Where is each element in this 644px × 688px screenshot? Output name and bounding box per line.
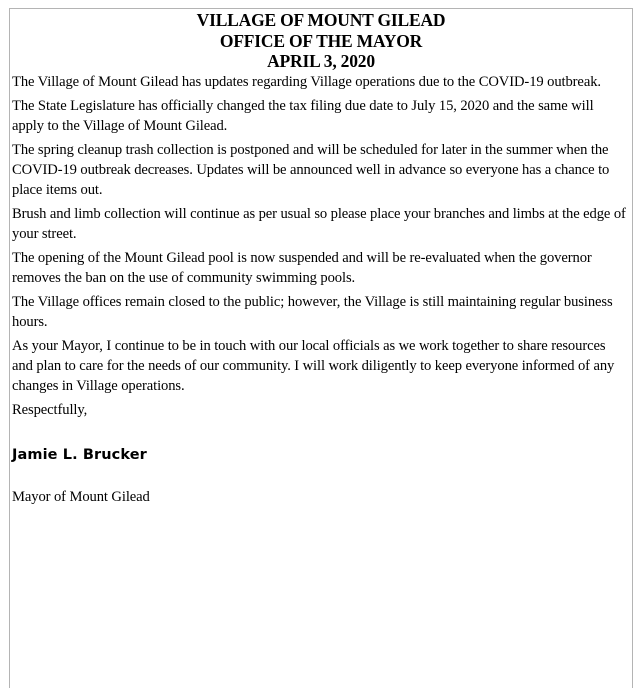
- signature: Jamie L. Brucker: [12, 446, 147, 463]
- paragraph-covid-updates: The Village of Mount Gilead has updates regarding Village operations due to the COVID-19 outbreak.: [12, 73, 601, 90]
- paragraph-tax-filing: The State Legislature has officially changed the tax filing due date to July 15, 2020 and the same will apply to the Village of Mount Gilead.: [12, 97, 594, 134]
- letter-header: [10, 9, 632, 72]
- paragraph-mayor-message: As your Mayor, I continue to be in touch with our local officials as we work together to share resources and plan to care for the needs of our community. I will work diligently to keep everyone informed of any changes in Village operations.: [12, 337, 615, 394]
- paragraph-pool: The opening of the Mount Gilead pool is now suspended and will be re-evaluated when the governor removes the ban on the use of community swimming pools.: [12, 249, 592, 286]
- signoff: Respectfully,: [12, 401, 88, 418]
- paragraph-brush-collection: Brush and limb collection will continue as per usual so please place your branches and limbs at the edge of your street.: [12, 205, 626, 242]
- paragraph-spring-cleanup: The spring cleanup trash collection is postponed and will be scheduled for later in the summer when the COVID-19 outbreak decreases. Updates will be announced well in advance so everyone has a chance to place items out.: [12, 141, 610, 198]
- header-date: APRIL 3, 2020: [267, 51, 375, 71]
- signer-title: Mayor of Mount Gilead: [12, 488, 150, 505]
- letter-body: [10, 72, 632, 507]
- paragraph-offices: The Village offices remain closed to the public; however, the Village is still maintaining regular business hours.: [12, 293, 613, 330]
- document-frame: [9, 8, 633, 688]
- header-office: OFFICE OF THE MAYOR: [219, 30, 423, 51]
- header-organization: VILLAGE OF MOUNT GILEAD: [196, 10, 446, 30]
